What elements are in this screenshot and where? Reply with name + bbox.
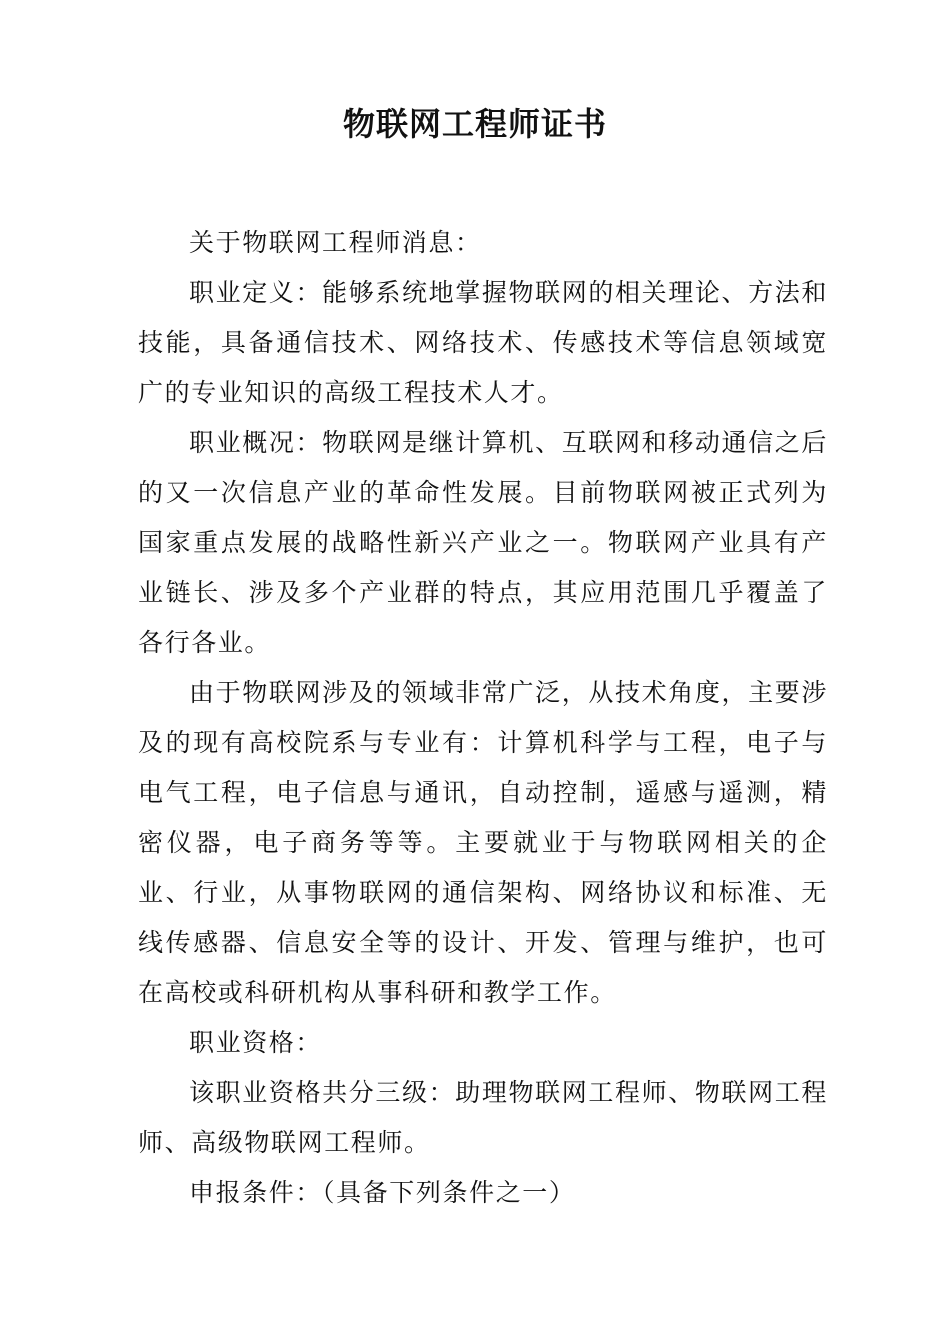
- document-title: 物联网工程师证书: [342, 105, 607, 143]
- paragraph-overview: 职业概况：物联网是继计算机、互联网和移动通信之后的又一次信息产业的革命性发展。目前物联网被正式列为国家重点发展的战略性新兴产业之一。物联网产业具有产业链长、涉及多个产业群的特点，其应用范围几乎覆盖了各行各业。: [138, 428, 828, 657]
- paragraph-qualification-heading: 职业资格：: [189, 1028, 323, 1057]
- paragraph-fields: 由于物联网涉及的领域非常广泛，从技术角度，主要涉及的现有高校院系与专业有：计算机科学与工程，电子与电气工程，电子信息与通讯，自动控制，遥感与遥测，精密仪器，电子商务等等。主要就业于与物联网相关的企业、行业，从事物联网的通信架构、网络协议和标准、无线传感器、信息安全等的设计、开发、管理与维护，也可在高校或科研机构从事科研和教学工作。: [138, 678, 828, 1007]
- paragraph-application-conditions: 申报条件：（具备下列条件之一）: [189, 1178, 576, 1207]
- document-body: [138, 218, 828, 1218]
- paragraph-intro: 关于物联网工程师消息：: [189, 228, 482, 257]
- paragraph-definition: 职业定义：能够系统地掌握物联网的相关理论、方法和技能，具备通信技术、网络技术、传感技术等信息领域宽广的专业知识的高级工程技术人才。: [138, 278, 828, 407]
- paragraph-qualification-levels: 该职业资格共分三级：助理物联网工程师、物联网工程师、高级物联网工程师。: [138, 1078, 828, 1157]
